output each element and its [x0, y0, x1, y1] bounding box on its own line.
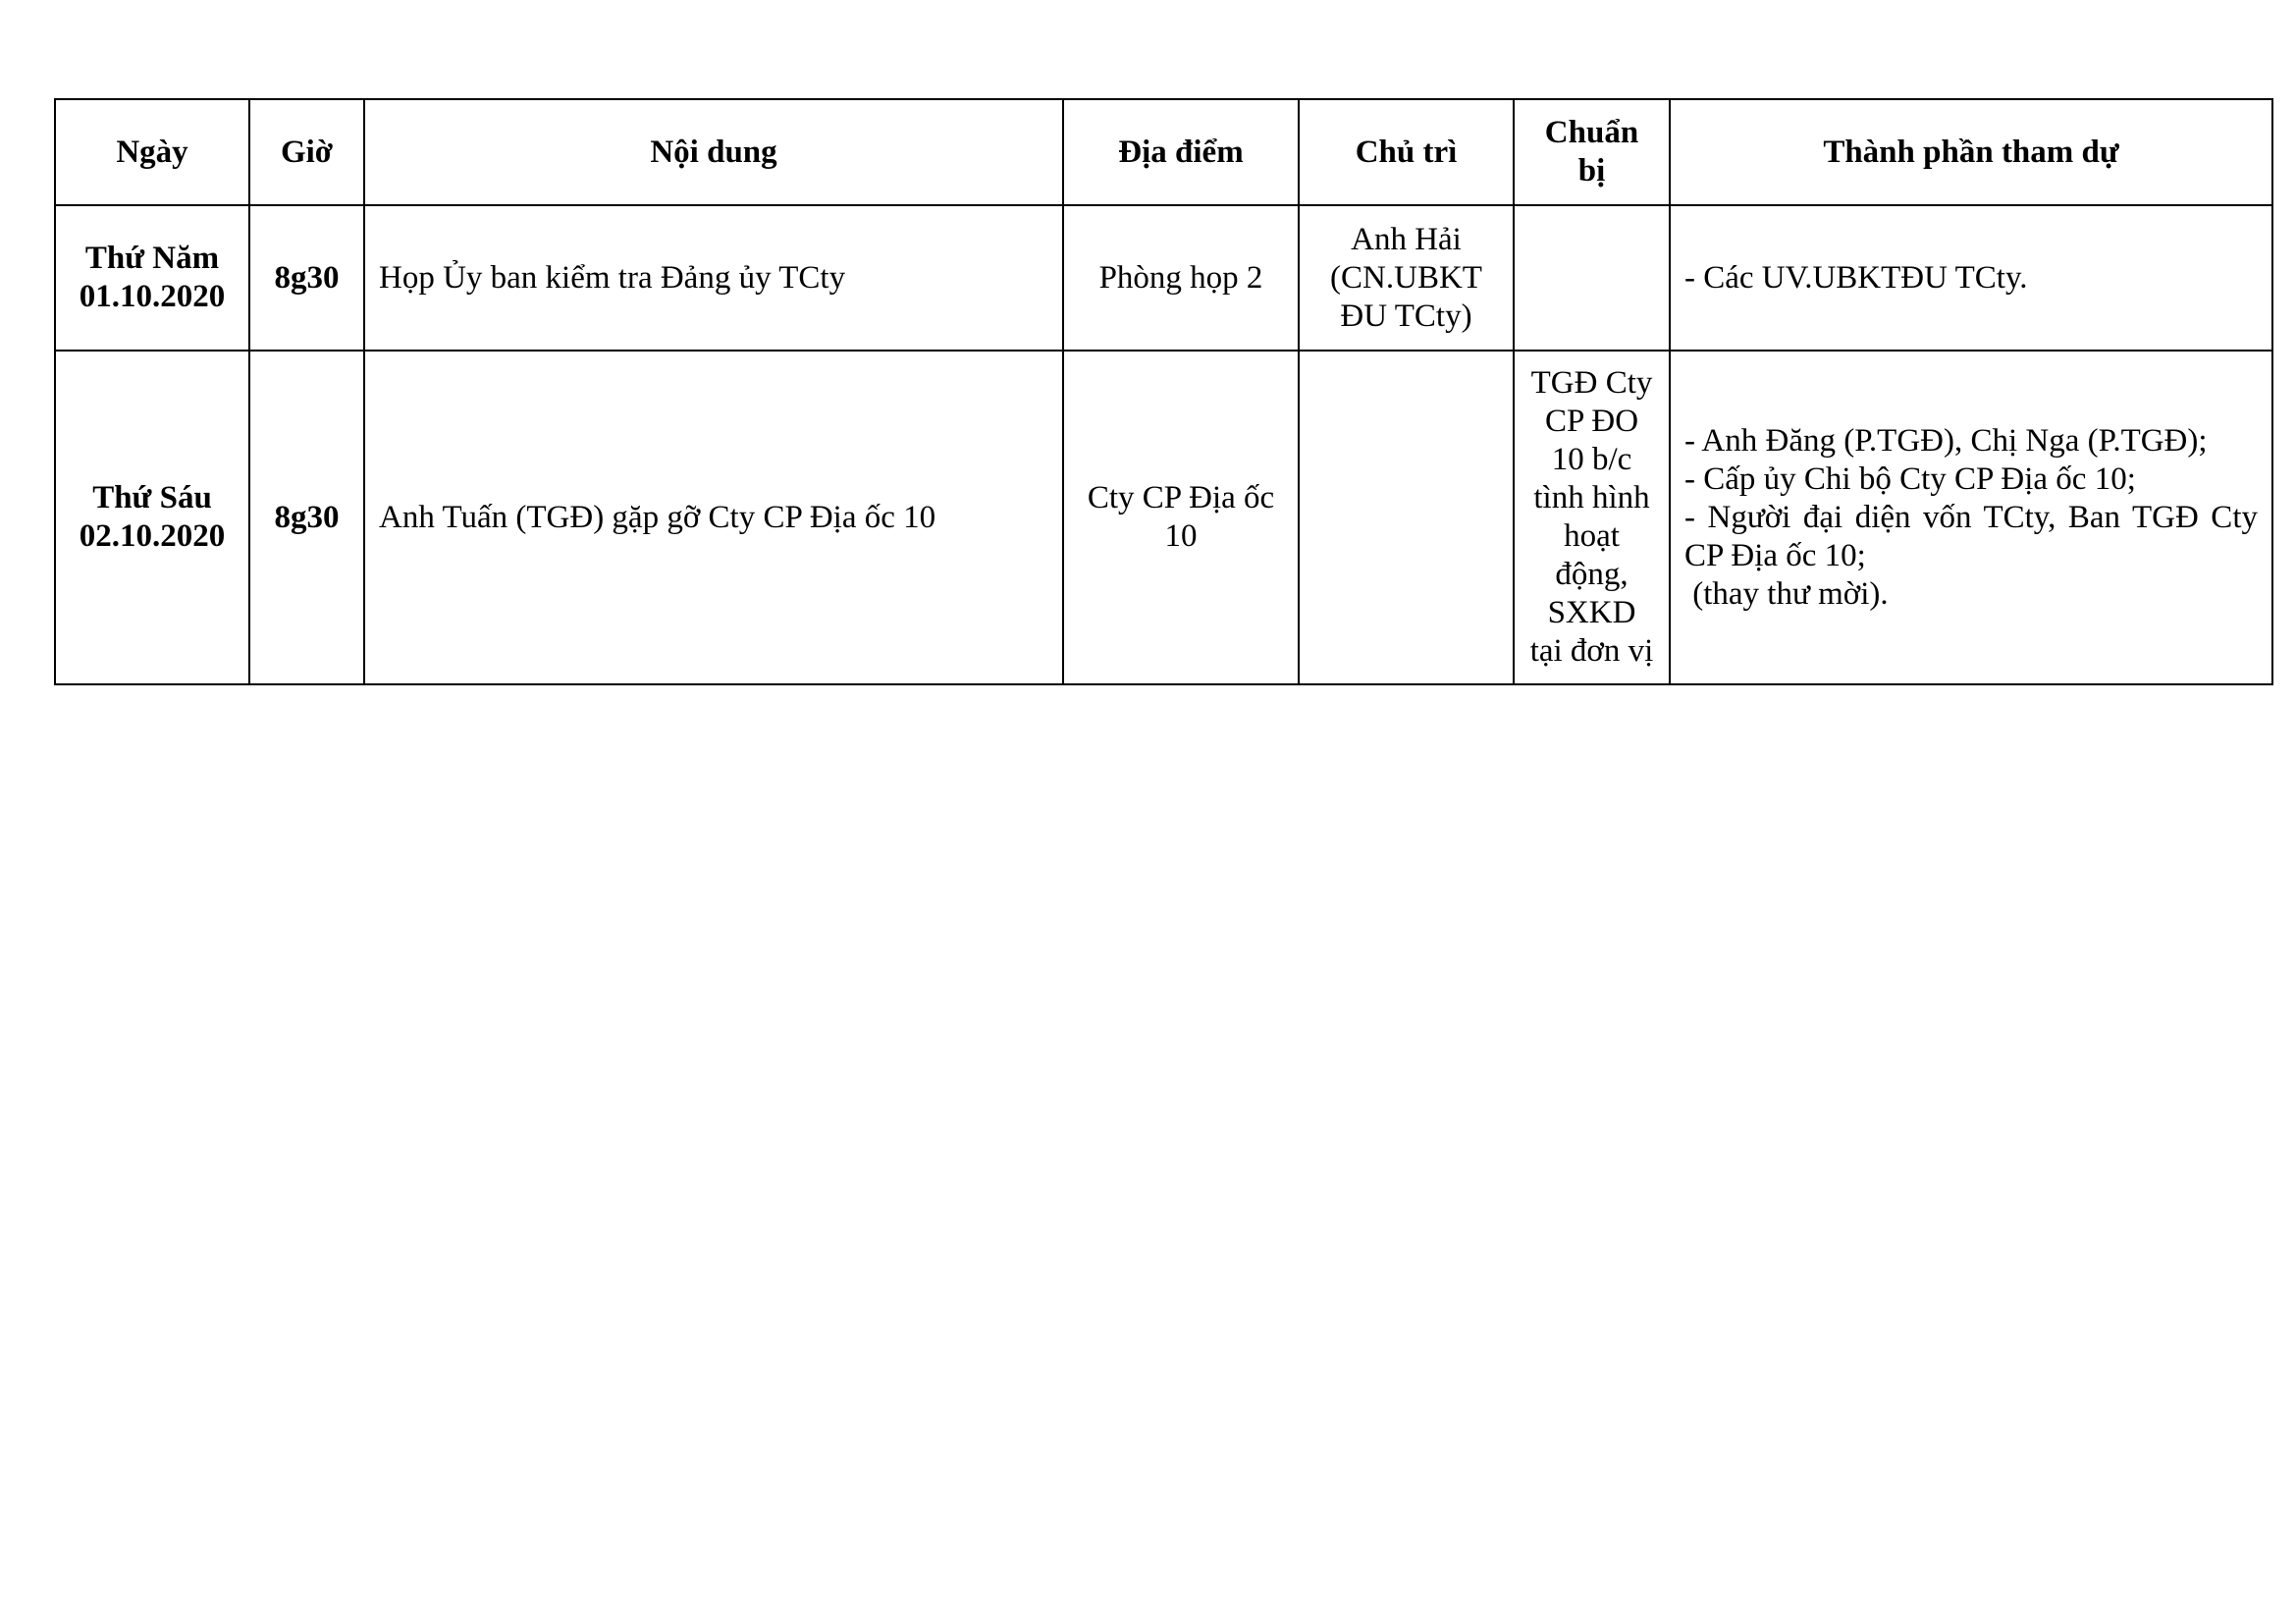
prep-line: SXKD: [1547, 595, 1636, 630]
prep-cell: [1514, 351, 1670, 684]
host-line: ĐU TCty): [1340, 298, 1472, 334]
header-chuan-bi-line1: Chuẩn: [1544, 115, 1639, 150]
attendee-line: (thay thư mời).: [1684, 575, 1889, 612]
schedule-table: [54, 98, 2273, 685]
host-cell: [1299, 351, 1514, 684]
time-cell: 8g30: [249, 351, 364, 684]
content-cell: Anh Tuấn (TGĐ) gặp gỡ Cty CP Địa ốc 10: [364, 351, 1063, 684]
day-name: Thứ Năm: [84, 241, 220, 276]
day-name: Thứ Sáu: [92, 480, 212, 515]
day-date: 01.10.2020: [79, 279, 226, 314]
content-cell: Họp Ủy ban kiểm tra Đảng ủy TCty: [364, 205, 1063, 351]
attendee-line: - Người đại diện vốn TCty, Ban TGĐ Cty CP Địa ốc 10;: [1684, 499, 2267, 573]
time-cell: 8g30: [249, 205, 364, 351]
header-chuan-bi-line2: bị: [1577, 153, 1606, 189]
location-line: 10: [1164, 518, 1198, 554]
prep-line: hoạt: [1564, 518, 1620, 554]
header-row: [55, 99, 2272, 205]
table-row: [55, 205, 2272, 351]
header-chuan-bi: [1514, 99, 1670, 205]
header-ngay: Ngày: [55, 99, 249, 205]
prep-cell: [1514, 205, 1670, 351]
day-cell: [55, 351, 249, 684]
day-cell: [55, 205, 249, 351]
attendee-line: - Anh Đăng (P.TGĐ), Chị Nga (P.TGĐ);: [1684, 422, 2208, 459]
location-line: Cty CP Địa ốc: [1087, 480, 1275, 515]
host-line: (CN.UBKT: [1330, 259, 1482, 296]
prep-line: tình hình: [1533, 480, 1650, 515]
header-chu-tri: Chủ trì: [1299, 99, 1514, 205]
prep-line: động,: [1555, 557, 1629, 592]
attendees-cell: [1670, 351, 2272, 684]
day-date: 02.10.2020: [79, 518, 226, 554]
host-line: Anh Hải: [1351, 221, 1462, 257]
prep-line: 10 b/c: [1551, 442, 1632, 477]
header-noi-dung: Nội dung: [364, 99, 1063, 205]
prep-line: TGĐ Cty: [1530, 365, 1653, 401]
prep-line: CP ĐO: [1544, 404, 1639, 439]
attendee-line: - Cấp ủy Chi bộ Cty CP Địa ốc 10;: [1684, 460, 2136, 497]
attendee-line: - Các UV.UBKTĐU TCty.: [1684, 259, 2028, 296]
prep-line: tại đơn vị: [1529, 633, 1654, 669]
header-gio: Giờ: [249, 99, 364, 205]
location-cell: [1063, 351, 1299, 684]
table-row: [55, 351, 2272, 684]
header-thanh-phan: Thành phần tham dự: [1670, 99, 2272, 205]
header-dia-diem: Địa điểm: [1063, 99, 1299, 205]
attendees-cell: [1670, 205, 2272, 351]
host-cell: [1299, 205, 1514, 351]
location-line: Phòng họp 2: [1098, 259, 1263, 296]
location-cell: [1063, 205, 1299, 351]
